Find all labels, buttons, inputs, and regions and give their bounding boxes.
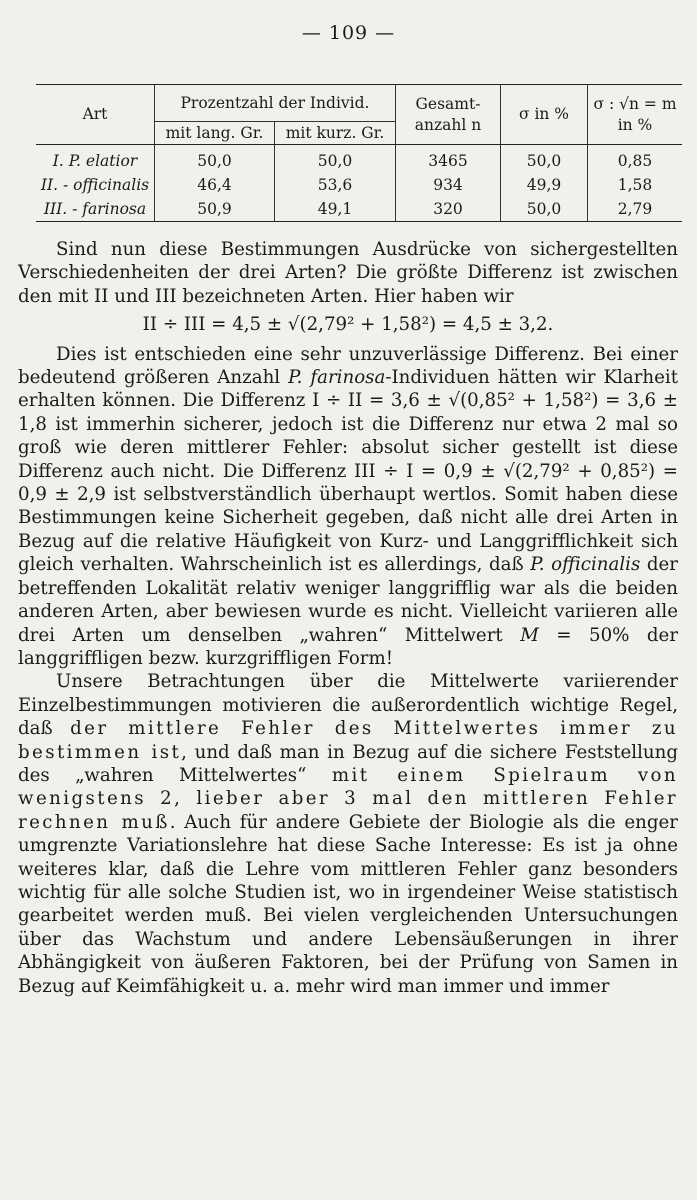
data-table [36,84,682,222]
header-art: Art [36,85,155,145]
cell-m: 0,85 [588,145,683,174]
text-run: Dies ist entschieden eine sehr unzuverlässige Differenz. Bei einer bedeutend größeren Anzahl [18,343,678,389]
cell-gesamt: 320 [396,197,501,222]
cell-m: 1,58 [588,173,683,197]
cell-lang: 50,0 [155,145,275,174]
cell-kurz: 53,6 [275,173,396,197]
cell-gesamt: 3465 [396,145,501,174]
text-run: , und daß man in Bezug auf die sichere Feststellung des „wahren Mittelwertes“ [18,741,678,786]
text-run: der betreffenden Lokalität relativ weniger langgrifflig war als die beiden anderen Arten, aber bewiesen wurde es nicht. Vielleicht variieren alle drei Arten um denselben „wahren“ Mittelwert [18,554,678,646]
header-gesamtanzahl: Gesamt-anzahl n [396,85,501,145]
cell-sigma: 49,9 [501,173,588,197]
text-run: = 50% der langgriffligen bezw. kurzgriffligen Form! [18,624,679,669]
header-prozentzahl: Prozentzahl der Individ. [155,85,396,122]
text-run: Unsere Betrachtungen über die Mittelwerte variierender Einzelbestimmungen motivieren die außerordentlich wichtige Regel, daß [18,671,678,740]
cell-lang: 50,9 [155,197,275,222]
symbol-m: M [520,624,539,646]
body-text [18,238,678,998]
cell-sigma: 50,0 [501,197,588,222]
table-row [36,197,682,222]
emphasized-text: mit einem Spielraum von wenigstens 2, lieber aber 3 mal den mittleren Fehler rechnen muß [18,764,678,833]
paragraph [18,670,678,998]
page-number: — 109 — [301,22,396,44]
formula: II ÷ III = 4,5 ± √(2,79² + 1,58²) = 4,5 ± 3,2. [142,314,554,336]
table-row [36,145,682,174]
cell-lang: 46,4 [155,173,275,197]
header-mit-lang: mit lang. Gr. [155,122,275,145]
header-mit-kurz: mit kurz. Gr. [275,122,396,145]
table-row [36,173,682,197]
cell-art: I. P. elatior [52,151,138,170]
cell-art: III. - farinosa [36,197,155,222]
paragraph [18,343,678,671]
emphasized-text: der mittlere Fehler des Mittelwertes immer zu bestimmen ist [18,718,678,763]
header-sigma-ratio: σ : √n = m in % [588,85,683,145]
cell-kurz: 49,1 [275,197,396,222]
species-name: P. officinalis [530,554,641,576]
text-run: -Individuen hätten wir Klarheit erhalten können. Die Differenz I ÷ II = 3,6 ± √(0,85² + 1,58²) = 3,6 ± 1,8 ist immerhin sicherer, jedoch ist die Differenz nur etwa 2 mal so groß wie deren mittlerer Fehler: absolut sicher gestellt ist diese Differenz auch nicht. Die Differenz III ÷ I = 0,9 ± √(2,79² + 0,85²) = 0,9 ± 2,9 ist selbstverständlich überhaupt wertlos. Somit haben diese Bestimmungen keine Sicherheit gegeben, daß nicht alle drei Arten in Bezug auf die relative Häufigkeit von Kurz- und Langgrifflichkeit sich gleich verhalten. Wahrscheinlich ist es allerdings, daß [18,367,678,576]
text-run: . Auch für andere Gebiete der Biologie als die enger umgrenzte Variationslehre hat diese Sache Interesse: Es ist ja ohne weiteres klar, daß die Lehre vom mittleren Fehler ganz besonders wichtig für alle solche Studien ist, wo in irgendeiner Weise statistisch gearbeitet werden muß. Bei vielen vergleichenden Untersuchungen über das Wachstum und andere Lebensäußerungen in ihrer Abhängigkeit von äußeren Faktoren, bei der Prüfung von Samen in Bezug auf Keimfähigkeit u. a. mehr wird man immer und immer [18,811,678,997]
cell-sigma: 50,0 [501,145,588,174]
header-sigma: σ in % [501,85,588,145]
species-name: P. farinosa [288,367,386,389]
paragraph: Sind nun diese Bestimmungen Ausdrücke von sichergestellten Verschiedenheiten der drei Arten? Die größte Differenz ist zwischen den mit II und III bezeichneten Arten. Hier haben wir [18,239,678,307]
cell-gesamt: 934 [396,173,501,197]
cell-art: II. - officinalis [40,175,150,194]
cell-m: 2,79 [588,197,683,222]
cell-kurz: 50,0 [275,145,396,174]
